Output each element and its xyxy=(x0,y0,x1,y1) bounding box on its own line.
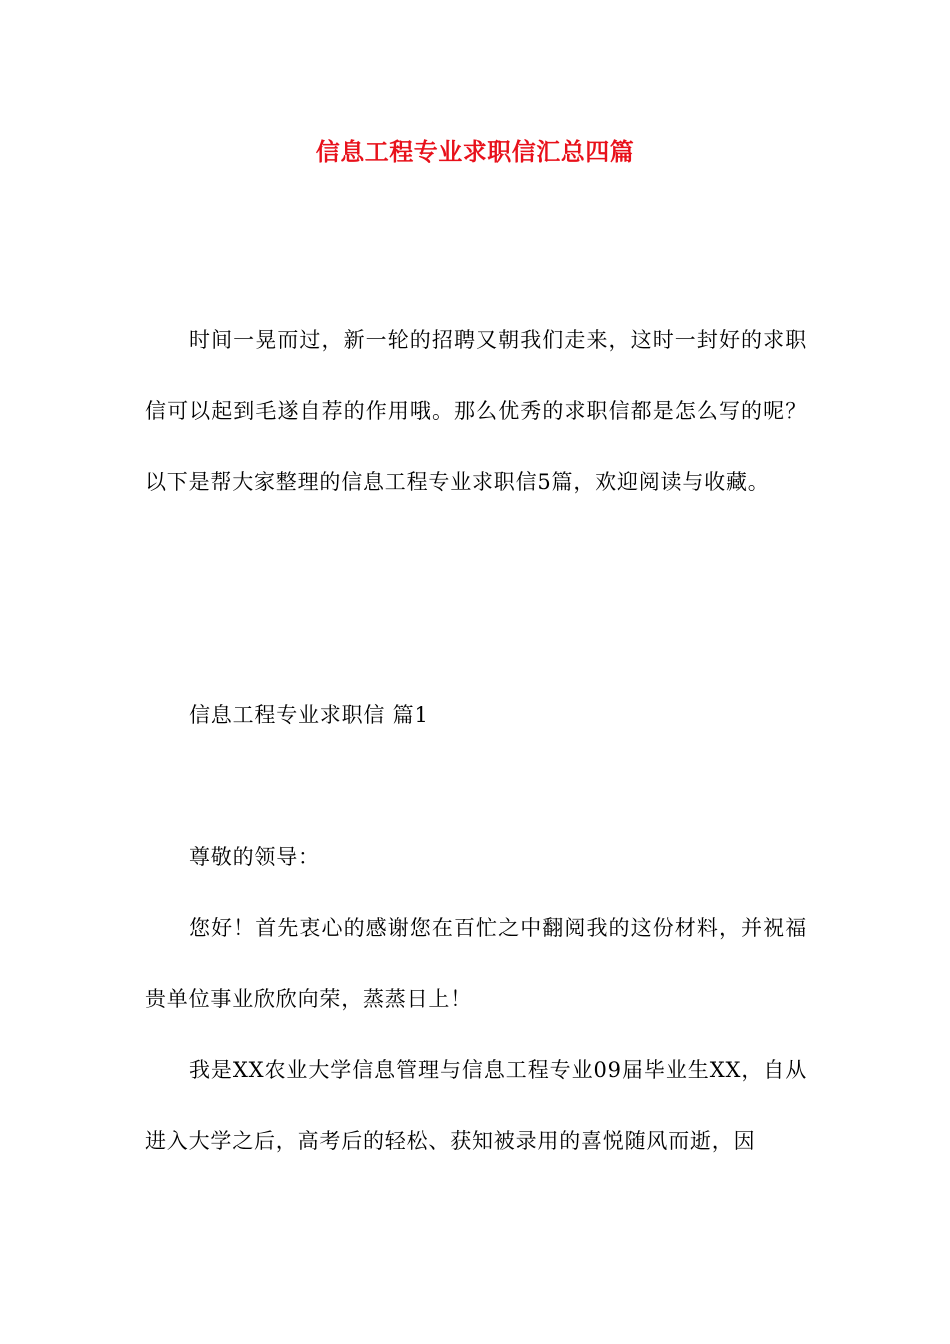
self-intro-paragraph: 我是XX农业大学信息管理与信息工程专业09届毕业生XX，自从进入大学之后，高考后的轻松、获知被录用的喜悦随风而逝，因 xyxy=(145,1058,807,1153)
document-title: 信息工程专业求职信汇总四篇 xyxy=(315,137,635,166)
section-heading: 信息工程专业求职信 篇1 xyxy=(189,703,429,727)
intro-paragraph: 时间一晃而过，新一轮的招聘又朝我们走来，这时一封好的求职信可以起到毛遂自荐的作用哦。那么优秀的求职信都是怎么写的呢？以下是帮大家整理的信息工程专业求职信5篇，欢迎阅读与收藏。 xyxy=(145,328,807,494)
greeting-paragraph: 您好！首先衷心的感谢您在百忙之中翻阅我的这份材料，并祝福贵单位事业欣欣向荣，蒸蒸日上！ xyxy=(145,916,807,1011)
salutation: 尊敬的领导： xyxy=(189,845,320,869)
